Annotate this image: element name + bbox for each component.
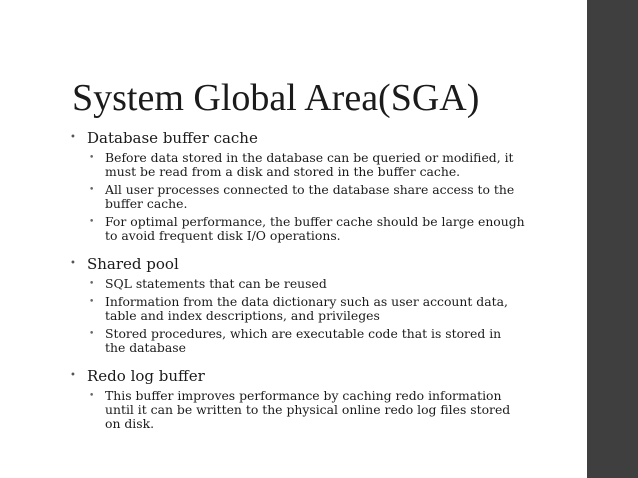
sub-bullet-text: For optimal performance, the buffer cache should be large enough to avoid frequent disk I/O operations. bbox=[105, 214, 525, 243]
sub-bullet-text: All user processes connected to the database share access to the buffer cache. bbox=[105, 182, 515, 211]
sub-bullet bbox=[89, 151, 525, 179]
sub-bullet-list bbox=[89, 389, 520, 431]
sub-bullet-dot-icon: • bbox=[89, 153, 95, 163]
sub-bullet-text: SQL statements that can be reused bbox=[105, 276, 327, 291]
sub-bullet bbox=[89, 389, 525, 431]
sub-bullet-text: Stored procedures, which are executable code that is stored in the database bbox=[105, 326, 502, 355]
bullet-dot-icon: • bbox=[70, 370, 76, 381]
sub-bullet-dot-icon: • bbox=[89, 217, 95, 227]
sub-bullet bbox=[89, 295, 525, 323]
sub-bullet-dot-icon: • bbox=[89, 329, 95, 339]
sub-bullet-list bbox=[89, 150, 525, 243]
sub-bullet-text: Information from the data dictionary such as user account data, table and index descriptions, and privileges bbox=[105, 294, 508, 323]
bullet-redo-log-buffer bbox=[70, 367, 520, 431]
side-accent-bar bbox=[587, 0, 638, 478]
sub-bullet bbox=[89, 215, 525, 243]
bullet-dot-icon: • bbox=[70, 132, 76, 143]
bullet-database-buffer-cache bbox=[70, 129, 525, 243]
bullet-shared-pool bbox=[70, 255, 520, 355]
bullet-text: Redo log buffer bbox=[87, 367, 205, 385]
sub-bullet-text: This buffer improves performance by caching redo information until it can be written to the physical online redo log files stored on disk. bbox=[105, 388, 511, 431]
sub-bullet-dot-icon: • bbox=[89, 185, 95, 195]
slide-title: System Global Area(SGA) bbox=[72, 77, 480, 119]
bullet-text: Shared pool bbox=[87, 255, 179, 273]
sub-bullet-dot-icon: • bbox=[89, 391, 95, 401]
sub-bullet bbox=[89, 183, 525, 211]
sub-bullet-dot-icon: • bbox=[89, 279, 95, 289]
sub-bullet-text: Before data stored in the database can be queried or modified, it must be read from a disk and stored in the buffer cache. bbox=[105, 150, 514, 179]
sub-bullet bbox=[89, 277, 525, 291]
sub-bullet-list bbox=[89, 277, 520, 355]
sub-bullet-dot-icon: • bbox=[89, 297, 95, 307]
bullet-dot-icon: • bbox=[70, 258, 76, 269]
bullet-text: Database buffer cache bbox=[87, 129, 258, 147]
sub-bullet bbox=[89, 327, 525, 355]
slide-content bbox=[70, 129, 525, 431]
